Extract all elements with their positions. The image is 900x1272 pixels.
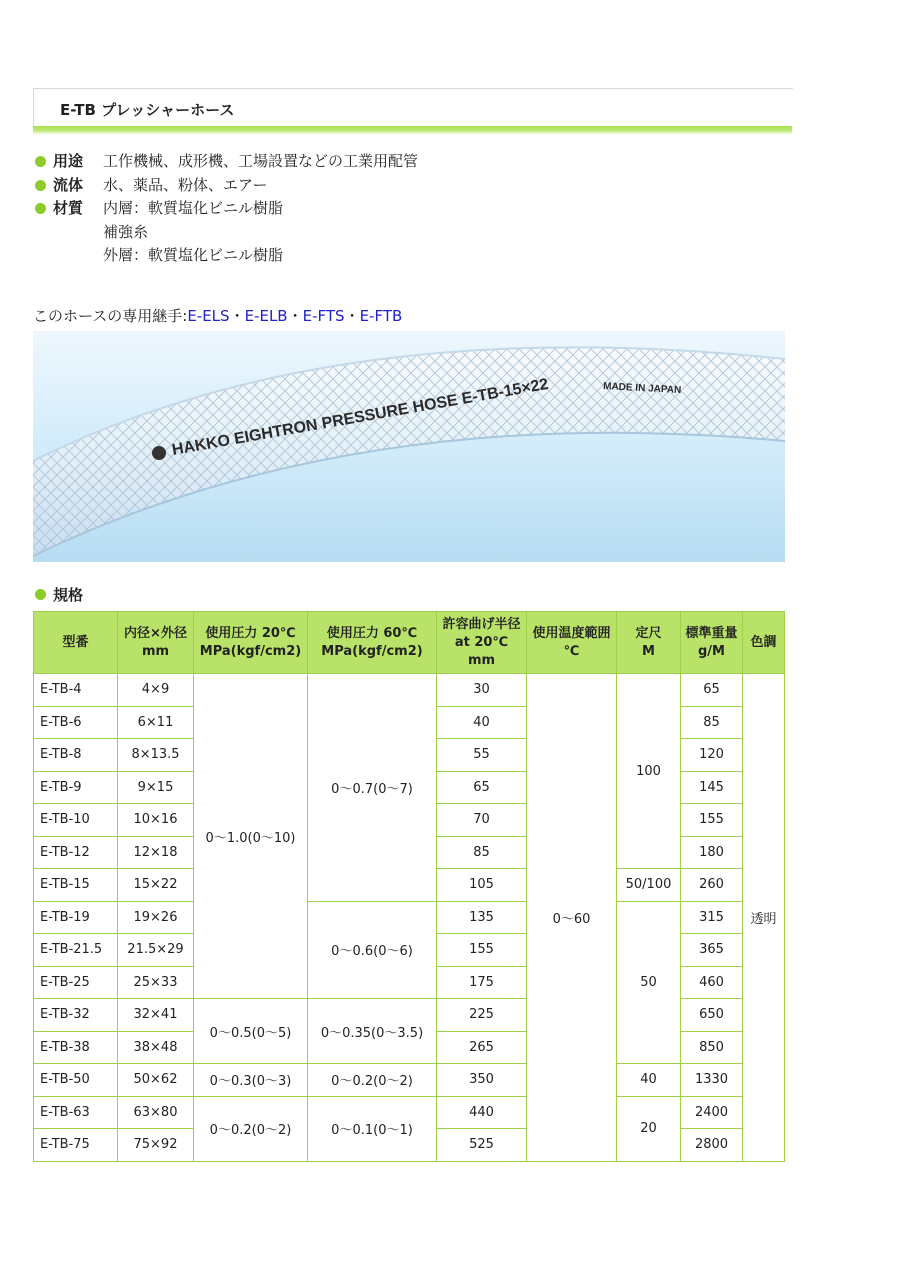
weight-cell: 2400: [681, 1096, 743, 1129]
weight-cell: 260: [681, 869, 743, 902]
joint-link-e-fts[interactable]: E-FTS: [302, 307, 345, 325]
spec-row-fluid: [33, 174, 418, 198]
bend-radius-cell: 85: [437, 836, 527, 869]
col-header: 使用温度範囲 ℃: [527, 612, 617, 674]
weight-cell: 120: [681, 739, 743, 772]
joint-separator: ・: [287, 307, 303, 325]
spec-value: 補強糸: [103, 222, 149, 241]
bullet-icon: [35, 589, 46, 600]
pressure60-cell: 0～0.7(0～7): [308, 674, 437, 902]
pressure20-cell: 0～0.3(0～3): [194, 1064, 308, 1097]
hose-image: [33, 331, 785, 562]
size-cell: 32×41: [118, 999, 194, 1032]
length-cell: 100: [617, 674, 681, 869]
size-cell: 38×48: [118, 1031, 194, 1064]
model-cell: E-TB-15: [34, 869, 118, 902]
model-cell: E-TB-25: [34, 966, 118, 999]
size-cell: 6×11: [118, 706, 194, 739]
header-accent-bar-light: [33, 132, 792, 134]
joints-prefix: このホースの専用継手:: [33, 307, 188, 325]
section-title: 規格: [33, 584, 83, 605]
bend-radius-cell: 225: [437, 999, 527, 1032]
size-cell: 50×62: [118, 1064, 194, 1097]
spec-value: 水、薬品、粉体、エアー: [103, 175, 268, 194]
spec-label: 用途: [53, 152, 84, 170]
table-row: [34, 1096, 785, 1129]
pressure60-cell: 0～0.1(0～1): [308, 1096, 437, 1161]
size-cell: 25×33: [118, 966, 194, 999]
col-header: 型番: [34, 612, 118, 674]
weight-cell: 145: [681, 771, 743, 804]
pressure20-cell: 0～1.0(0～10): [194, 674, 308, 999]
model-cell: E-TB-19: [34, 901, 118, 934]
table-header-row: [34, 612, 785, 674]
spec-table: [33, 611, 785, 1162]
joint-separator: ・: [344, 307, 360, 325]
model-cell: E-TB-32: [34, 999, 118, 1032]
spec-row-usage: [33, 150, 418, 174]
bullet-icon: [35, 156, 46, 167]
size-cell: 63×80: [118, 1096, 194, 1129]
length-cell: 40: [617, 1064, 681, 1097]
bullet-icon: [35, 203, 46, 214]
page-title: E-TB プレッシャーホース: [60, 101, 235, 119]
joints-line: [33, 305, 402, 326]
hose-print-text: HAKKO EIGHTRON PRESSURE HOSE E-TB-15×22: [170, 375, 550, 459]
model-cell: E-TB-6: [34, 706, 118, 739]
spec-value: 工作機械、成形機、工場設置などの工業用配管: [103, 152, 419, 170]
spec-list: [33, 150, 418, 268]
model-cell: E-TB-4: [34, 674, 118, 707]
weight-cell: 1330: [681, 1064, 743, 1097]
col-header: 色調: [743, 612, 785, 674]
model-cell: E-TB-63: [34, 1096, 118, 1129]
bend-radius-cell: 155: [437, 934, 527, 967]
spec-value: 内層：軟質塩化ビニル樹脂: [103, 199, 284, 217]
joint-link-e-els[interactable]: E-ELS: [187, 307, 230, 325]
size-cell: 12×18: [118, 836, 194, 869]
weight-cell: 85: [681, 706, 743, 739]
size-cell: 19×26: [118, 901, 194, 934]
hose-print-small: MADE IN JAPAN: [602, 381, 682, 397]
col-header: 許容曲げ半径 at 20℃ mm: [437, 612, 527, 674]
bullet-icon: [35, 180, 46, 191]
bend-radius-cell: 105: [437, 869, 527, 902]
length-cell: 20: [617, 1096, 681, 1161]
model-cell: E-TB-8: [34, 739, 118, 772]
bend-radius-cell: 70: [437, 804, 527, 837]
weight-cell: 2800: [681, 1129, 743, 1162]
weight-cell: 180: [681, 836, 743, 869]
size-cell: 4×9: [118, 674, 194, 707]
bend-radius-cell: 30: [437, 674, 527, 707]
table-row: [34, 674, 785, 707]
size-cell: 15×22: [118, 869, 194, 902]
col-header: 内径×外径 mm: [118, 612, 194, 674]
weight-cell: 65: [681, 674, 743, 707]
weight-cell: 365: [681, 934, 743, 967]
bend-radius-cell: 65: [437, 771, 527, 804]
length-cell: 50: [617, 901, 681, 1064]
size-cell: 75×92: [118, 1129, 194, 1162]
weight-cell: 650: [681, 999, 743, 1032]
size-cell: 21.5×29: [118, 934, 194, 967]
col-header: 使用圧力 20℃ MPa(kgf/cm2): [194, 612, 308, 674]
bend-radius-cell: 175: [437, 966, 527, 999]
bend-radius-cell: 265: [437, 1031, 527, 1064]
model-cell: E-TB-12: [34, 836, 118, 869]
product-photo: [33, 331, 785, 562]
temp-range-cell: 0～60: [527, 674, 617, 1162]
spec-row-material: [33, 197, 418, 221]
bend-radius-cell: 440: [437, 1096, 527, 1129]
table-row: [34, 901, 785, 934]
size-cell: 9×15: [118, 771, 194, 804]
table-row: [34, 1064, 785, 1097]
spec-value: 外層：軟質塩化ビニル樹脂: [103, 246, 284, 264]
pressure20-cell: 0～0.2(0～2): [194, 1096, 308, 1161]
col-header: 使用圧力 60℃ MPa(kgf/cm2): [308, 612, 437, 674]
pressure60-cell: 0～0.2(0～2): [308, 1064, 437, 1097]
pressure20-cell: 0～0.5(0～5): [194, 999, 308, 1064]
bend-radius-cell: 40: [437, 706, 527, 739]
joint-link-e-elb[interactable]: E-ELB: [244, 307, 288, 325]
bend-radius-cell: 55: [437, 739, 527, 772]
pressure60-cell: 0～0.6(0～6): [308, 901, 437, 999]
joint-link-e-ftb[interactable]: E-FTB: [359, 307, 403, 325]
weight-cell: 460: [681, 966, 743, 999]
page-header: [33, 88, 793, 127]
model-cell: E-TB-10: [34, 804, 118, 837]
bend-radius-cell: 135: [437, 901, 527, 934]
pressure60-cell: 0～0.35(0～3.5): [308, 999, 437, 1064]
joint-separator: ・: [229, 307, 245, 325]
model-cell: E-TB-50: [34, 1064, 118, 1097]
model-cell: E-TB-9: [34, 771, 118, 804]
weight-cell: 850: [681, 1031, 743, 1064]
col-header: 定尺 M: [617, 612, 681, 674]
model-cell: E-TB-38: [34, 1031, 118, 1064]
bend-radius-cell: 350: [437, 1064, 527, 1097]
color-cell: 透明: [743, 674, 785, 1162]
bend-radius-cell: 525: [437, 1129, 527, 1162]
weight-cell: 315: [681, 901, 743, 934]
length-cell: 50/100: [617, 869, 681, 902]
spec-label: 流体: [53, 175, 84, 194]
weight-cell: 155: [681, 804, 743, 837]
spec-label: 材質: [53, 199, 84, 217]
col-header: 標準重量 g/M: [681, 612, 743, 674]
spec-row-material-3: [33, 244, 418, 268]
model-cell: E-TB-75: [34, 1129, 118, 1162]
size-cell: 10×16: [118, 804, 194, 837]
spec-row-material-2: [33, 221, 418, 245]
size-cell: 8×13.5: [118, 739, 194, 772]
model-cell: E-TB-21.5: [34, 934, 118, 967]
